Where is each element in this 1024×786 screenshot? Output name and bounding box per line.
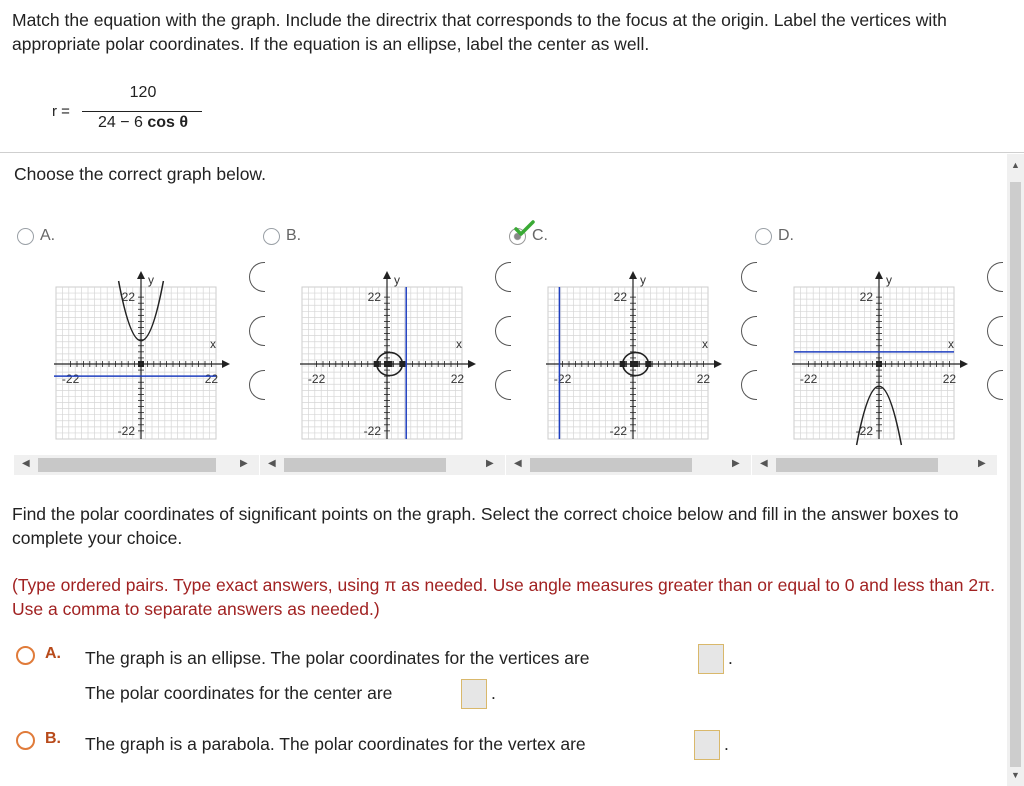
graph-c-tool-button[interactable]: [741, 370, 757, 400]
graph-c-scrollbar[interactable]: [506, 455, 751, 475]
choose-prompt: Choose the correct graph below.: [14, 164, 266, 184]
y-axis-label: y: [640, 273, 646, 287]
y-axis-label: y: [148, 273, 154, 287]
equation-numerator: 120: [129, 84, 157, 101]
equation-denominator: [84, 114, 202, 132]
y-tick-label-pos: 22: [859, 290, 873, 305]
graph-b-scrollbar[interactable]: [260, 455, 505, 475]
vertices-answer-box[interactable]: [698, 644, 724, 674]
period: .: [491, 683, 496, 703]
graph-d-tool-button[interactable]: [987, 262, 1003, 292]
vertex-point: [645, 361, 651, 367]
graph-d-tool-button[interactable]: [987, 370, 1003, 400]
scroll-down-icon[interactable]: ▼: [1011, 770, 1020, 780]
period: .: [728, 648, 733, 668]
graph-d-scrollbar[interactable]: [752, 455, 997, 475]
vertex-point: [620, 361, 626, 367]
section-divider: [0, 152, 1024, 153]
graph-option-b-radio[interactable]: [263, 228, 280, 245]
y-axis-arrow: [875, 271, 883, 279]
graph-b-tool-button[interactable]: [495, 370, 511, 400]
graph-option-a-radio[interactable]: [17, 228, 34, 245]
answer-option-b-radio[interactable]: [16, 731, 35, 750]
scroll-right-icon[interactable]: ▶: [240, 458, 248, 469]
vertex-point: [876, 361, 882, 367]
graph-a: [40, 258, 240, 448]
x-axis-label: x: [210, 337, 216, 351]
y-tick-label-neg: -22: [855, 423, 873, 438]
vertex-answer-box[interactable]: [694, 730, 720, 760]
graph-c: [532, 258, 732, 448]
graph-d-tool-button[interactable]: [987, 316, 1003, 346]
answer-option-a-line1: The graph is an ellipse. The polar coordinates for the vertices are: [85, 648, 590, 668]
y-tick-label-neg: -22: [117, 423, 135, 438]
graph-a-tool-button[interactable]: [249, 316, 265, 346]
instructions-text: (Type ordered pairs. Type exact answers, using π as needed. Use angle measures greater than or equal to 0 and less than 2π. Use a comma to separate answers as needed.): [12, 575, 996, 619]
denominator-func: cos θ: [147, 114, 189, 131]
graph-option-a-label: A.: [40, 227, 56, 244]
x-tick-label-pos: 22: [204, 372, 219, 386]
x-tick-label-neg: -22: [307, 372, 326, 386]
y-tick-label-pos: 22: [121, 290, 135, 305]
graph-d: [778, 258, 978, 448]
question-text: Match the equation with the graph. Include the directrix that corresponds to the focus at the origin. Label the vertices with appropriate polar coordinates. If the equation is an ellipse, label the center as well.: [12, 10, 947, 54]
scrollbar-thumb[interactable]: [284, 458, 446, 472]
y-axis-label: y: [394, 273, 400, 287]
graph-b: [286, 258, 486, 448]
x-axis-label: x: [456, 337, 462, 351]
x-axis-label: x: [702, 337, 708, 351]
scroll-up-icon[interactable]: ▲: [1011, 160, 1020, 170]
answer-option-a-label: A.: [45, 645, 61, 662]
period: .: [724, 734, 729, 754]
find-prompt: Find the polar coordinates of significant points on the graph. Select the correct choice below and fill in the answer boxes to complete your choice.: [12, 504, 959, 548]
graph-a-tool-button[interactable]: [249, 262, 265, 292]
y-tick-label-neg: -22: [363, 423, 381, 438]
scrollbar-thumb[interactable]: [38, 458, 216, 472]
answer-option-b-label: B.: [45, 730, 61, 747]
y-axis-label: y: [886, 273, 892, 287]
vertex-point: [399, 361, 405, 367]
y-axis-arrow: [137, 271, 145, 279]
x-axis-arrow: [714, 360, 722, 368]
graph-c-tool-button[interactable]: [741, 262, 757, 292]
x-axis-arrow: [222, 360, 230, 368]
x-axis-label: x: [948, 337, 954, 351]
y-axis-arrow: [383, 271, 391, 279]
y-axis-arrow: [629, 271, 637, 279]
scroll-right-icon[interactable]: ▶: [486, 458, 494, 469]
scrollbar-thumb[interactable]: [776, 458, 938, 472]
y-tick-label-pos: 22: [613, 290, 627, 305]
x-axis-arrow: [468, 360, 476, 368]
graph-a-scrollbar[interactable]: [14, 455, 259, 475]
vertical-scrollbar[interactable]: [1007, 154, 1024, 786]
graph-option-c-label: C.: [532, 227, 548, 244]
scroll-right-icon[interactable]: ▶: [978, 458, 986, 469]
center-answer-box[interactable]: [461, 679, 487, 709]
x-tick-label-pos: 22: [696, 372, 711, 386]
scroll-left-icon[interactable]: ◀: [514, 458, 522, 469]
answer-option-a-line2: The polar coordinates for the center are: [85, 683, 393, 703]
x-axis-arrow: [960, 360, 968, 368]
x-tick-label-neg: -22: [799, 372, 818, 386]
equation-lhs: r =: [52, 103, 70, 120]
graph-option-d-label: D.: [778, 227, 794, 244]
x-tick-label-pos: 22: [942, 372, 957, 386]
scroll-left-icon[interactable]: ◀: [268, 458, 276, 469]
graph-b-tool-button[interactable]: [495, 316, 511, 346]
scrollbar-thumb[interactable]: [1010, 182, 1021, 767]
vertex-point: [374, 361, 380, 367]
graph-option-b-label: B.: [286, 227, 302, 244]
scroll-left-icon[interactable]: ◀: [760, 458, 768, 469]
y-tick-label-pos: 22: [367, 290, 381, 305]
graph-b-tool-button[interactable]: [495, 262, 511, 292]
scroll-right-icon[interactable]: ▶: [732, 458, 740, 469]
fraction-bar: [82, 111, 202, 112]
graph-a-tool-button[interactable]: [249, 370, 265, 400]
graph-option-d-radio[interactable]: [755, 228, 772, 245]
x-tick-label-pos: 22: [450, 372, 465, 386]
scroll-left-icon[interactable]: ◀: [22, 458, 30, 469]
answer-option-b-line1: The graph is a parabola. The polar coordinates for the vertex are: [85, 734, 586, 754]
denominator-prefix: 24 − 6: [97, 114, 143, 131]
vertex-point: [138, 361, 144, 367]
vertex-point: [387, 361, 393, 367]
graph-c-tool-button[interactable]: [741, 316, 757, 346]
scrollbar-thumb[interactable]: [530, 458, 692, 472]
x-tick-label-neg: -22: [553, 372, 572, 386]
y-tick-label-neg: -22: [609, 423, 627, 438]
answer-option-a-radio[interactable]: [16, 646, 35, 665]
x-tick-label-neg: -22: [61, 372, 80, 386]
vertex-point: [633, 361, 639, 367]
